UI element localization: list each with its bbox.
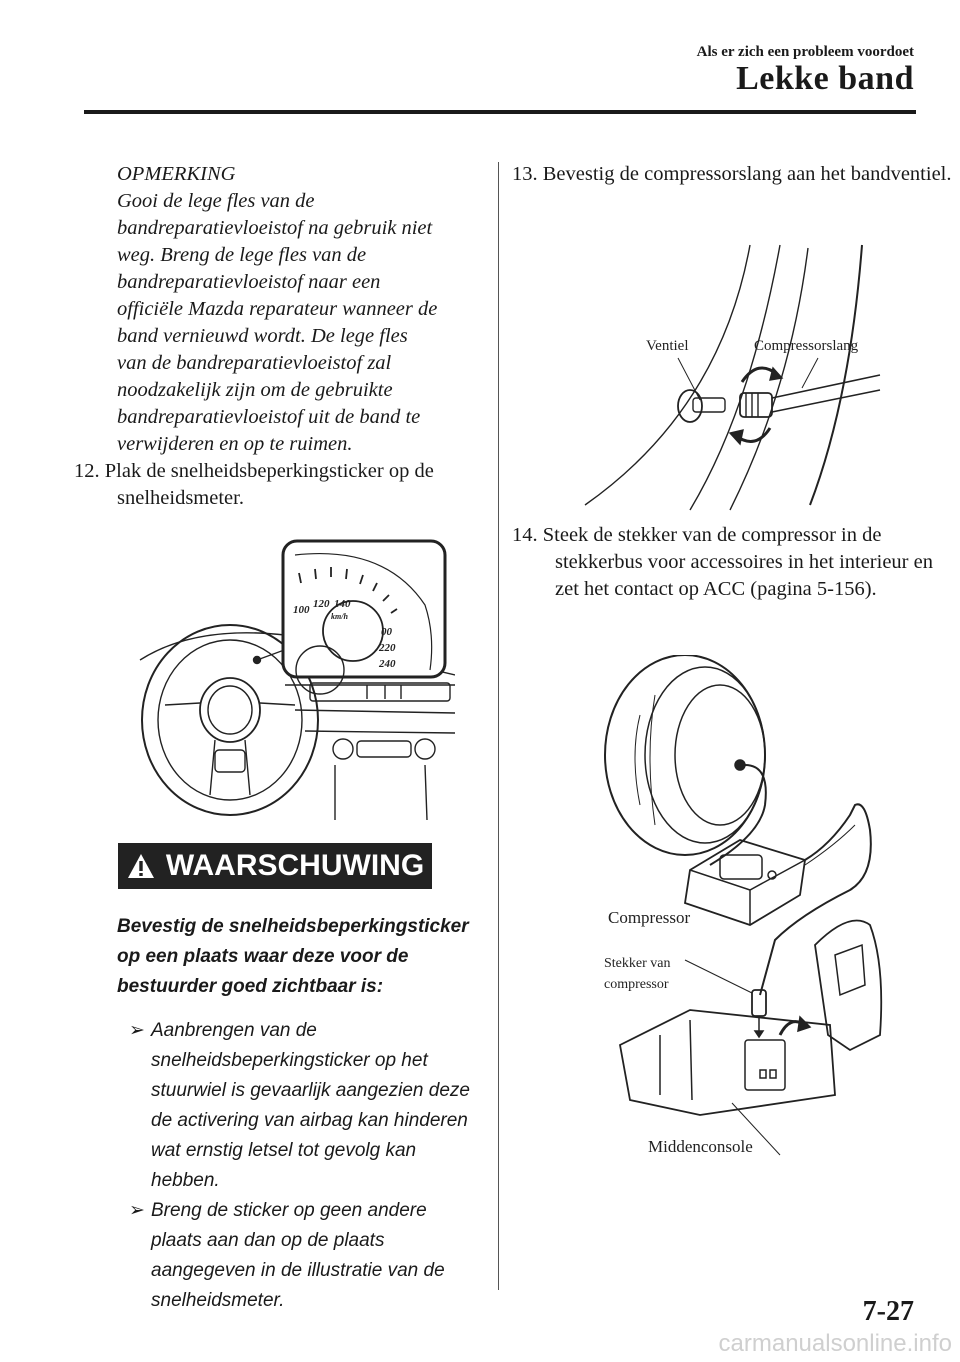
speed-label: 140 xyxy=(334,598,351,610)
warning-lead: Bevestig de snelheidsbeperkingsticker op een plaats waar deze voor de bestuurder goed zichtbaar is: xyxy=(117,916,469,997)
arrow-bullet-icon: ➢ xyxy=(129,1200,145,1221)
step-number: 12. xyxy=(74,460,100,482)
watermark-footer: carmanualsonline.info xyxy=(718,1330,952,1357)
step-number: 13. xyxy=(512,163,538,185)
note-line: bandreparatievloeistof uit de band te xyxy=(117,406,421,428)
note-heading: OPMERKING xyxy=(117,163,236,185)
step-13 xyxy=(512,161,955,188)
speed-label: 220 xyxy=(379,642,396,654)
warning-title: WAARSCHUWING xyxy=(165,849,425,882)
step-14 xyxy=(512,522,955,603)
speed-unit: km/h xyxy=(331,612,348,621)
warning-bullet-text: Breng de sticker op geen andere plaats aan dan op de plaats aangegeven in de illustratie van de snelheidsmeter. xyxy=(151,1200,445,1311)
note-line: band vernieuwd wordt. De lege fles xyxy=(117,325,408,347)
warning-body xyxy=(117,912,472,1316)
note-line: officiële Mazda reparateur wanneer de xyxy=(117,298,438,320)
note-line: van de bandreparatievloeistof zal xyxy=(117,352,392,374)
plug-icon xyxy=(752,990,766,1016)
note-line: noodzakelijk zijn om de gebruikte xyxy=(117,379,393,401)
step-text: Plak de snelheidsbeperkingsticker op de snelheidsmeter. xyxy=(104,460,434,509)
page-number: 7-27 xyxy=(862,1296,914,1327)
arrow-bullet-icon: ➢ xyxy=(129,1020,145,1041)
column-divider xyxy=(498,162,499,1290)
label-compressorslang: Compressorslang xyxy=(754,338,859,354)
label-stekker-line1: Stekker van xyxy=(604,956,671,971)
note-line: verwijderen en op te ruimen. xyxy=(117,433,353,455)
label-stekker-line2: compressor xyxy=(604,977,669,992)
speed-label: 100 xyxy=(293,604,310,616)
speed-label: 00 xyxy=(381,626,392,638)
speedometer-illustration xyxy=(135,535,455,820)
section-label: Als er zich een probleem voordoet xyxy=(696,44,914,60)
warning-bullet xyxy=(117,1196,472,1316)
step-text: Bevestig de compressorslang aan het bandventiel. xyxy=(542,163,952,185)
label-middenconsole: Middenconsole xyxy=(648,1137,753,1156)
warning-bullet-text: Aanbrengen van de snelheidsbeperkingsticker op het stuurwiel is gevaarlijk aangezien deze de activering van airbag kan hinderen wat ernstig letsel tot gevolg kan hebben. xyxy=(151,1020,470,1191)
note-line: bandreparatievloeistof na gebruik niet xyxy=(117,217,433,239)
chapter-title: Lekke band xyxy=(736,60,914,97)
speed-label: 240 xyxy=(379,658,396,670)
note-block xyxy=(117,161,477,458)
header-rule xyxy=(84,110,916,114)
warning-banner xyxy=(118,843,432,889)
note-line: bandreparatievloeistof naar een xyxy=(117,271,381,293)
label-compressor: Compressor xyxy=(608,908,691,927)
note-line: Gooi de lege fles van de xyxy=(117,190,315,212)
warning-bullet xyxy=(117,1016,472,1196)
step-text: Steek de stekker van de compressor in de stekkerbus voor accessoires in het interieur en zet het contact op ACC (pagina 5-156). xyxy=(542,524,933,600)
step-12 xyxy=(74,458,497,512)
compressor-illustration xyxy=(600,655,900,1165)
label-ventiel: Ventiel xyxy=(646,338,689,354)
warning-icon xyxy=(126,852,156,880)
speed-label: 120 xyxy=(313,598,330,610)
step-number: 14. xyxy=(512,524,538,546)
note-line: weg. Breng de lege fles van de xyxy=(117,244,367,266)
valve-illustration xyxy=(580,240,900,515)
